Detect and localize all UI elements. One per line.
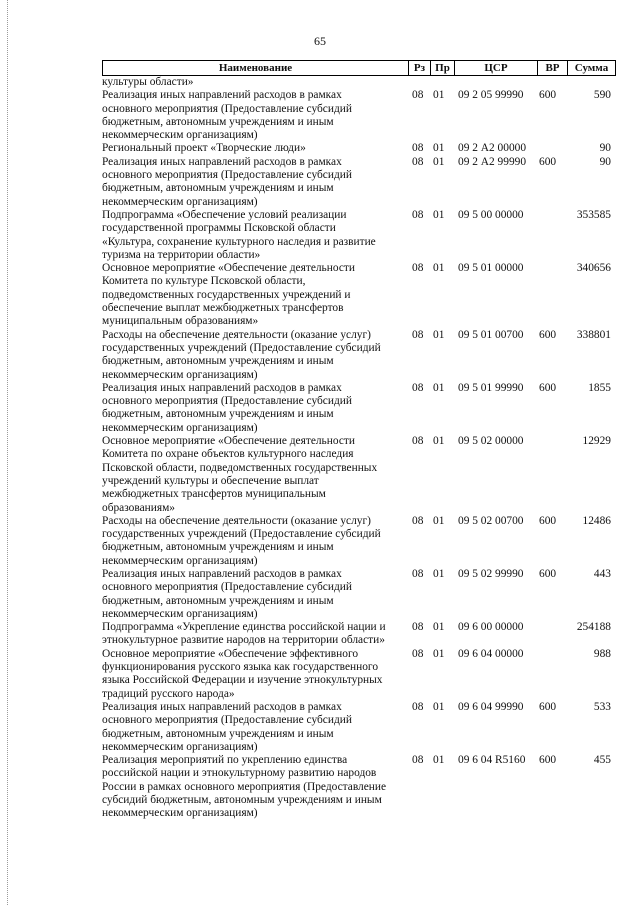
- row-vr: 600: [539, 514, 557, 527]
- row-pr: 01: [433, 700, 445, 713]
- row-sum: 988: [593, 647, 611, 660]
- table-row: [102, 262, 616, 328]
- row-name: Реализация иных направлений расходов в рамках основного мероприятия (Предоставление субсидий бюджетным, автономным учреждениям и иным некоммерческим организациям): [102, 700, 352, 753]
- row-pr: 01: [433, 567, 445, 580]
- row-sum: 533: [593, 700, 611, 713]
- row-sum: 90: [599, 142, 611, 155]
- row-csr: 09 6 04 00000: [458, 647, 524, 660]
- table-row: [102, 382, 616, 435]
- row-name: Подпрограмма «Обеспечение условий реализации государственной программы Псковской области «Культура, сохранение культурного наследия и развитие туризма на территории области»: [102, 208, 376, 261]
- table-row: [102, 515, 616, 568]
- row-vr: 600: [539, 155, 557, 168]
- table-row: [102, 754, 616, 820]
- row-name: Основное мероприятие «Обеспечение деятельности Комитета по охране объектов культурного наследия Псковской области, подведомственных государственных учреждений культуры и обеспечение выплат межбюджетных трансфертов муниципальным образованиям»: [102, 435, 378, 514]
- row-name: Реализация иных направлений расходов в рамках основного мероприятия (Предоставление субсидий бюджетным, автономным учреждениям и иным некоммерческим организациям): [102, 567, 352, 620]
- row-rz: 08: [412, 514, 424, 527]
- header-sum: Сумма: [574, 62, 609, 74]
- row-csr: 09 6 04 R5160: [458, 754, 526, 767]
- row-name: культуры области»: [102, 76, 194, 88]
- row-pr: 01: [433, 155, 445, 168]
- row-rz: 08: [412, 155, 424, 168]
- row-pr: 01: [433, 328, 445, 341]
- row-csr: 09 5 01 00000: [458, 262, 524, 275]
- row-name: Расходы на обеспечение деятельности (оказание услуг) государственных учреждений (Предоставление субсидий бюджетным, автономным учреждениям и иным некоммерческим организациям): [102, 328, 381, 381]
- table-row: [102, 89, 616, 142]
- row-rz: 08: [412, 435, 424, 448]
- row-name: Региональный проект «Творческие люди»: [102, 142, 306, 155]
- row-pr: 01: [433, 262, 445, 275]
- row-rz: 08: [412, 208, 424, 221]
- row-pr: 01: [433, 621, 445, 634]
- row-csr: 09 5 02 99990: [458, 567, 524, 580]
- row-sum: 455: [593, 754, 611, 767]
- row-sum: 12929: [582, 435, 611, 448]
- row-vr: 600: [539, 754, 557, 767]
- row-csr: 09 6 00 00000: [458, 621, 524, 634]
- table-row: [102, 568, 616, 621]
- row-sum: 338801: [576, 328, 611, 341]
- table-row: [102, 435, 616, 515]
- row-sum: 12486: [582, 514, 611, 527]
- row-rz: 08: [412, 381, 424, 394]
- row-rz: 08: [412, 262, 424, 275]
- row-name: Подпрограмма «Укрепление единства российской нации и этнокультурное развитие народов на территории области»: [102, 621, 386, 647]
- header-vr: ВР: [538, 61, 568, 75]
- row-name: Реализация иных направлений расходов в рамках основного мероприятия (Предоставление субсидий бюджетным, автономным учреждениям и иным некоммерческим организациям): [102, 381, 352, 434]
- row-vr: 600: [539, 700, 557, 713]
- row-csr: 09 2 А2 00000: [458, 142, 527, 155]
- row-csr: 09 2 А2 99990: [458, 155, 527, 168]
- row-sum: 590: [593, 89, 611, 102]
- row-name: Реализация иных направлений расходов в рамках основного мероприятия (Предоставление субсидий бюджетным, автономным учреждениям и иным некоммерческим организациям): [102, 155, 352, 208]
- row-vr: 600: [539, 381, 557, 394]
- row-name: Реализация мероприятий по укреплению единства российской нации и этнокультурному развитию народов России в рамках основного мероприятия (Предоставление субсидий бюджетным, автономным учреждениям и иным некоммерческим организациям): [102, 754, 387, 820]
- table-header: [102, 60, 616, 76]
- row-rz: 08: [412, 89, 424, 102]
- table-row: [102, 142, 616, 155]
- header-pr: Пр: [431, 61, 455, 75]
- row-pr: 01: [433, 754, 445, 767]
- row-csr: 09 6 04 99990: [458, 700, 524, 713]
- row-name: Основное мероприятие «Обеспечение эффективного функционирования русского языка как государственного языка Российской Федерации и изучение этнокультурных традиций русского народа»: [102, 647, 383, 700]
- table-row: [102, 329, 616, 382]
- row-sum: 90: [599, 155, 611, 168]
- row-name: Расходы на обеспечение деятельности (оказание услуг) государственных учреждений (Предоставление субсидий бюджетным, автономным учреждениям и иным некоммерческим организациям): [102, 514, 381, 567]
- row-csr: 09 5 01 00700: [458, 328, 524, 341]
- row-csr: 09 5 02 00700: [458, 514, 524, 527]
- row-rz: 08: [412, 647, 424, 660]
- row-vr: 600: [539, 567, 557, 580]
- table-row: [102, 648, 616, 701]
- row-rz: 08: [412, 142, 424, 155]
- row-rz: 08: [412, 328, 424, 341]
- table-body: [102, 76, 616, 821]
- row-pr: 01: [433, 647, 445, 660]
- row-vr: 600: [539, 328, 557, 341]
- row-sum: 1855: [588, 381, 611, 394]
- table-row: [102, 76, 616, 89]
- row-pr: 01: [433, 89, 445, 102]
- row-rz: 08: [412, 621, 424, 634]
- row-csr: 09 5 02 00000: [458, 435, 524, 448]
- row-pr: 01: [433, 514, 445, 527]
- row-rz: 08: [412, 700, 424, 713]
- table-row: [102, 621, 616, 648]
- header-rz: Рз: [409, 61, 431, 75]
- table-row: [102, 701, 616, 754]
- row-sum: 353585: [576, 208, 611, 221]
- row-pr: 01: [433, 435, 445, 448]
- row-vr: 600: [539, 89, 557, 102]
- row-name: Реализация иных направлений расходов в рамках основного мероприятия (Предоставление субсидий бюджетным, автономным учреждениям и иным некоммерческим организациям): [102, 89, 352, 142]
- page-number: 65: [314, 34, 326, 48]
- header-name: Наименование: [103, 61, 409, 75]
- row-csr: 09 5 00 00000: [458, 208, 524, 221]
- row-sum: 443: [593, 567, 611, 580]
- scan-edge-line: [7, 0, 8, 905]
- row-pr: 01: [433, 208, 445, 221]
- row-pr: 01: [433, 142, 445, 155]
- row-pr: 01: [433, 381, 445, 394]
- row-rz: 08: [412, 567, 424, 580]
- row-csr: 09 2 05 99990: [458, 89, 524, 102]
- row-rz: 08: [412, 754, 424, 767]
- row-sum: 254188: [576, 621, 611, 634]
- table-row: [102, 156, 616, 209]
- row-csr: 09 5 01 99990: [458, 381, 524, 394]
- header-csr: ЦСР: [455, 61, 538, 75]
- row-sum: 340656: [576, 262, 611, 275]
- row-name: Основное мероприятие «Обеспечение деятельности Комитета по культуре Псковской области, подведомственных государственных учреждений и обеспечение выплат межбюджетных трансфертов муниципальным образованиям»: [102, 262, 355, 328]
- table-row: [102, 209, 616, 262]
